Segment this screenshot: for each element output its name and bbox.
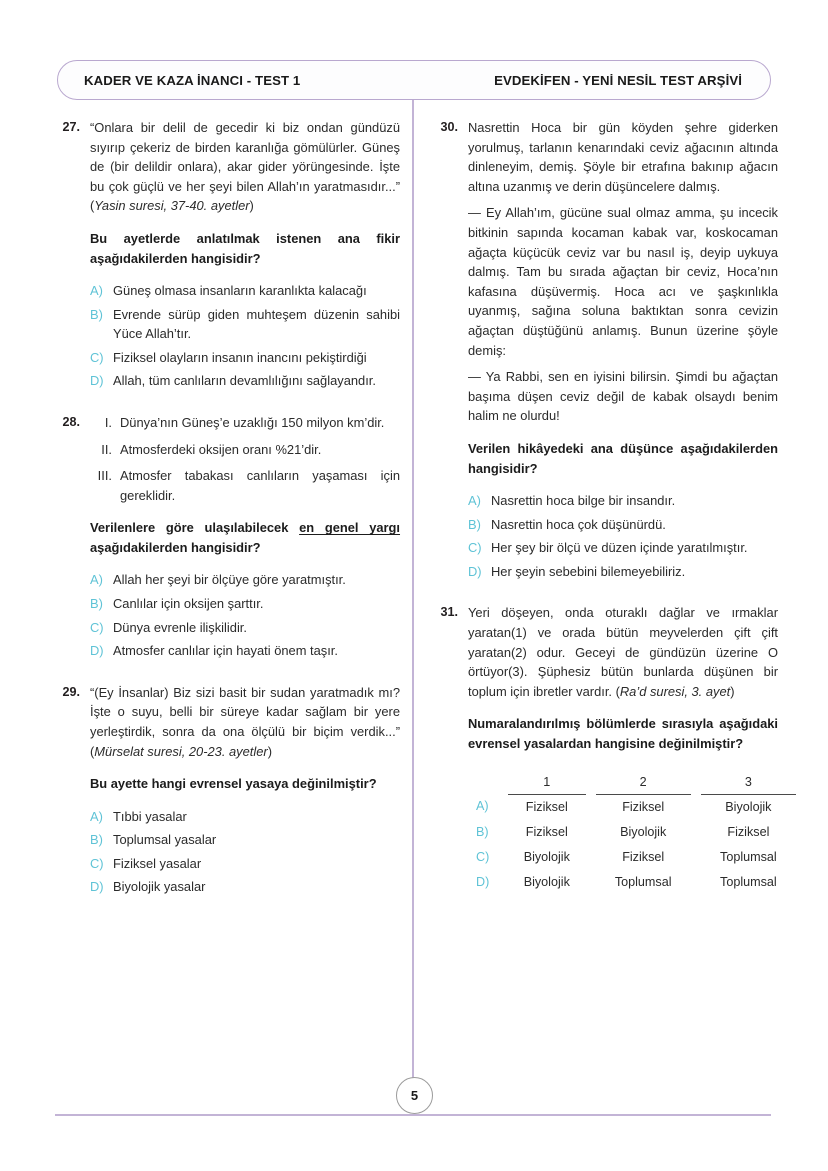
option-d[interactable] [90,371,400,391]
option-text: Nasrettin hoca çok düşünürdü. [491,516,666,532]
option-text: Fiziksel yasalar [113,855,202,871]
option-list [468,491,778,581]
option-letter: D) [90,643,104,659]
roman-numeral: III. [97,468,112,484]
left-column [52,118,400,915]
question-passage: “Onlara bir delil de gecedir ki biz ondan gündüzü sıyırıp çekeriz de birden karanlığa gömülürler. Güneş de (bir delildir onlara), akar gider yörüngesinde. İşte bu çok güçlü ve her şeyi bilen Allah’ın yaratmasıdır...” (Yasin suresi, 37-40. ayetler) [90,120,400,214]
column-divider [412,100,414,1085]
table-column-header-2: 2 [596,770,691,795]
page-number-badge: 5 [396,1077,433,1114]
table-header [474,770,796,795]
option-d[interactable] [90,641,400,661]
table-cell: Toplumsal [720,849,777,864]
option-letter: C) [90,349,104,365]
question-29 [52,683,400,897]
option-list [90,281,400,391]
question-prompt: Bu ayetlerde anlatılmak istenen ana fikir aşağıdakilerden hangisidir? [90,230,400,266]
footer-rule [55,1114,771,1116]
table-cell: Fiziksel [525,824,568,839]
table-spacer [691,770,701,795]
prompt-post: aşağıdakilerden hangisidir? [90,539,261,555]
option-text: Biyolojik yasalar [113,879,206,895]
question-number: 30. [440,120,458,134]
table-cell: Fiziksel [622,849,665,864]
source-citation: Yasin suresi, 37-40. ayetler [94,198,250,214]
option-letter: B) [468,516,481,532]
option-a[interactable] [90,807,400,827]
option-c[interactable] [90,618,400,638]
option-text: Dünya evrenle ilişkilidir. [113,619,247,635]
roman-item [90,413,400,433]
table-row[interactable] [474,870,796,895]
option-letter: B) [476,824,489,839]
table-body [474,794,796,895]
table-row[interactable] [474,794,796,820]
question-passage: Yeri döşeyen, onda oturaklı dağlar ve ırmaklar yaratan(1) ve orada bütün meyvelerden çift çift yaratan(2) odur. Geceyi de gündüzün üzerine O örtüyor(3). Şüphesiz bütün bunlarda düşünen bir toplum için ibretler vardır. (Ra’d suresi, 3. ayet) [468,605,778,699]
option-c[interactable] [468,538,778,558]
table-row[interactable] [474,845,796,870]
question-28 [52,413,400,661]
option-text: Canlılar için oksijen şarttır. [113,596,264,612]
option-letter: C) [90,855,104,871]
option-letter: C) [90,619,104,635]
header-test-title: KADER VE KAZA İNANCI - TEST 1 [84,72,301,88]
question-prompt [90,518,400,557]
table-cell: Biyolojik [523,849,570,864]
roman-text: Atmosfer tabakası canlıların yaşaması için gereklidir. [120,468,400,503]
roman-statement-list [90,413,400,505]
option-letter: D) [90,879,104,895]
question-passage: — Ey Allah’ım, gücüne sual olmaz amma, şu incecik bitkinin sapında kocaman kabak var, koskocaman ağaçta küçücük ceviz var bu nasıl iş, deyip uykuya dalmış. Tam bu sırada ağaçtan bir ceviz, Hoca’nın kafasına düşüvermiş. Hoca acı ve şaşkınlıkla uyanmış, sağına soluna baktıktan sonra cevizin ağaçtan düştüğünü anlamış. Bunun üzerine şöyle demiş: [468,205,778,358]
option-letter: B) [90,306,103,322]
option-b[interactable] [90,594,400,614]
option-a[interactable] [90,281,400,301]
option-d[interactable] [468,562,778,582]
right-column [430,118,778,913]
table-column-header-3: 3 [701,770,796,795]
question-passage: — Ya Rabbi, sen en iyisini bilirsin. Şimdi bu ağaçtan başıma düşen ceviz değil de kabak olsaydı benim halim ne olurdu! [468,369,778,424]
option-c[interactable] [90,348,400,368]
prompt-pre: Verilenlere göre ulaşılabilecek [90,520,300,536]
question-number: 27. [62,120,80,134]
option-letter: A) [468,492,481,508]
option-letter: A) [90,283,103,299]
option-text: Fiziksel olayların insanın inancını pekiştirdiği [113,349,367,365]
table-cell: Biyolojik [725,799,772,814]
table-cell: Biyolojik [620,824,667,839]
question-27 [52,118,400,391]
question-number: 28. [62,415,80,430]
option-text: Her şey bir ölçü ve düzen içinde yaratılmıştır. [491,540,748,556]
option-b[interactable] [90,830,400,850]
option-letter: B) [90,832,103,848]
question-passage: Nasrettin Hoca bir gün köyden şehre giderken yorulmuş, tarlanın kenarındaki ceviz ağacının altında dinleneyim, demiş. Şöyle bir etrafına bakınıp ağacın altına uzanmış ve derin düşüncelere dalmış. [468,120,778,194]
question-prompt: Verilen hikâyedeki ana düşünce aşağıdakilerden hangisidir? [468,440,778,476]
option-text: Toplumsal yasalar [113,832,217,848]
option-letter: A) [90,808,103,824]
option-a[interactable] [90,570,400,590]
source-citation: Mürselat suresi, 20-23. ayetler [94,743,268,759]
page-header [57,60,771,100]
question-31 [430,603,778,894]
table-spacer [586,770,596,795]
table-spacer [586,820,596,845]
option-text: Tıbbi yasalar [113,808,187,824]
option-letter: B) [90,596,103,612]
option-letter: C) [468,540,482,556]
table-corner-cell [474,770,508,795]
prompt-underlined: en genel yargı [299,520,401,536]
table-column-header-1: 1 [508,770,586,795]
table-spacer [691,845,701,870]
table-spacer [586,870,596,895]
roman-text: Dünya’nın Güneş’e uzaklığı 150 milyon km’dir. [120,415,385,431]
roman-numeral: I. [104,415,112,431]
option-text: Atmosfer canlılar için hayati önem taşır. [113,643,338,659]
question-passage: “(Ey İnsanlar) Biz sizi basit bir sudan yaratmadık mı? İşte o suyu, belli bir süreye kadar sağlam bir yere yerleştirdik, sonra da ona ölçülü bir biçim verdik...” (Mürselat suresi, 20-23. ayetler) [90,684,400,759]
option-d[interactable] [90,877,400,897]
option-letter: D) [468,563,482,579]
roman-item [90,440,400,460]
roman-item [90,466,400,505]
option-letter: C) [476,849,490,864]
option-b[interactable] [468,515,778,535]
option-letter: D) [90,373,104,389]
table-spacer [691,794,701,820]
table-header-row [474,770,796,795]
question-number: 29. [62,684,80,699]
option-text: Evrende sürüp giden muhteşem düzenin sahibi Yüce Allah’tır. [113,306,400,342]
option-list [90,807,400,897]
option-b[interactable] [90,305,400,344]
header-brand-title: EVDEKİFEN - YENİ NESİL TEST ARŞİVİ [494,72,742,88]
option-letter: A) [90,572,103,588]
table-cell: Toplumsal [614,874,672,889]
question-30 [430,118,778,581]
table-cell: Fiziksel [525,799,568,814]
table-spacer [586,845,596,870]
answer-options-table [474,770,796,895]
question-number: 31. [440,605,458,620]
option-text: Her şeyin sebebini bilemeyebiliriz. [491,563,686,579]
table-cell: Biyolojik [523,874,570,889]
table-cell: Fiziksel [622,799,665,814]
table-cell: Toplumsal [720,874,777,889]
option-letter: D) [476,874,490,889]
table-spacer [586,794,596,820]
table-spacer [691,820,701,845]
option-text: Allah her şeyi bir ölçüye göre yaratmıştır. [113,572,346,588]
roman-numeral: II. [101,441,112,457]
option-text: Güneş olmasa insanların karanlıkta kalacağı [113,283,367,299]
source-citation: Ra’d suresi, 3. ayet [619,683,731,699]
table-cell: Fiziksel [727,824,770,839]
option-text: Allah, tüm canlıların devamlılığını sağlayandır. [113,373,376,389]
option-list [90,570,400,660]
option-text: Nasrettin hoca bilge bir insandır. [491,492,676,508]
question-prompt: Bu ayette hangi evrensel yasaya değinilmiştir? [90,776,377,792]
table-row[interactable] [474,820,796,845]
option-a[interactable] [468,491,778,511]
question-prompt: Numaralandırılmış bölümlerde sırasıyla aşağıdaki evrensel yasalardan hangisine değinilmiştir? [468,716,778,751]
option-letter: A) [476,799,489,814]
option-c[interactable] [90,854,400,874]
table-spacer [691,870,701,895]
roman-text: Atmosferdeki oksijen oranı %21’dir. [120,441,322,457]
